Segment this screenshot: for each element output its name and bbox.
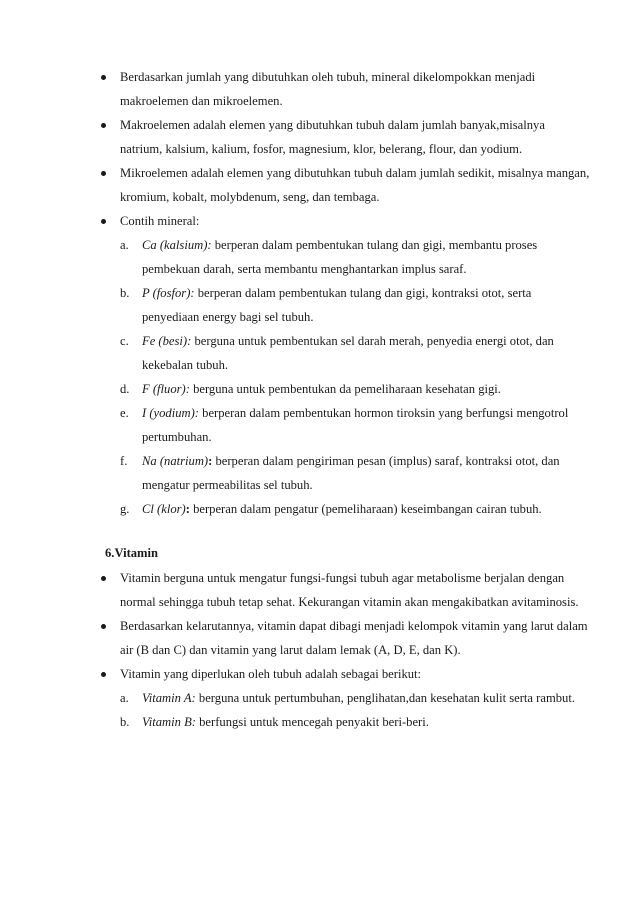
mineral-example-item: g. Cl (klor): berperan dalam pengatur (pemeliharaan) keseimbangan cairan tubuh. xyxy=(120,502,542,516)
bullet-icon xyxy=(101,624,106,629)
vitamin-list xyxy=(120,686,590,734)
section-heading-vitamin: 6.Vitamin xyxy=(105,546,159,560)
bullet-icon xyxy=(101,219,106,224)
bullet-icon xyxy=(101,576,106,581)
vitamin-item: a. Vitamin A: berguna untuk pertumbuhan, penglihatan,dan kesehatan kulit serta rambut. xyxy=(120,691,575,705)
bullet-icon xyxy=(101,75,106,80)
vitamin-term: Vitamin B: xyxy=(142,715,196,729)
vitamin-item: b. Vitamin B: berfungsi untuk mencegah penyakit beri-beri. xyxy=(120,715,429,729)
mineral-examples-list xyxy=(120,233,590,521)
mineral-bullet-list xyxy=(120,65,590,521)
vitamin-bullet: Vitamin berguna untuk mengatur fungsi-fungsi tubuh agar metabolisme berjalan dengan normal sehingga tubuh tetap sehat. Kekurangan vitamin akan mengakibatkan avitaminosis. xyxy=(120,566,590,614)
mineral-term: I (yodium): xyxy=(142,406,199,420)
mineral-example-item: a. Ca (kalsium): berperan dalam pembentukan tulang dan gigi, membantu proses pembekuan darah, serta membantu menghantarkan implus saraf. xyxy=(120,238,538,276)
mineral-example-item: d. F (fluor): berguna untuk pembentukan da pemeliharaan kesehatan gigi. xyxy=(120,382,501,396)
vitamin-bullet-list xyxy=(120,566,590,734)
vitamin-term: Vitamin A: xyxy=(142,691,196,705)
mineral-bullet: Makroelemen adalah elemen yang dibutuhkan tubuh dalam jumlah banyak,misalnya natrium, kalsium, kalium, fosfor, magnesium, klor, belerang, flour, dan yodium. xyxy=(120,113,590,161)
mineral-example-item: b. P (fosfor): berperan dalam pembentukan tulang dan gigi, kontraksi otot, serta penyediaan energy bagi sel tubuh. xyxy=(120,286,532,324)
bullet-icon xyxy=(101,171,106,176)
mineral-example-item: e. I (yodium): berperan dalam pembentukan hormon tiroksin yang berfungsi mengotrol pertumbuhan. xyxy=(120,406,569,444)
mineral-example-item: c. Fe (besi): berguna untuk pembentukan sel darah merah, penyedia energi otot, dan kekebalan tubuh. xyxy=(120,334,554,372)
mineral-term: Cl (klor) xyxy=(142,502,186,516)
mineral-example-item: f. Na (natrium): berperan dalam pengiriman pesan (implus) saraf, kontraksi otot, dan mengatur permeabilitas sel tubuh. xyxy=(120,454,560,492)
mineral-term: P (fosfor): xyxy=(142,286,195,300)
mineral-term: Ca (kalsium): xyxy=(142,238,212,252)
mineral-bullet: Berdasarkan jumlah yang dibutuhkan oleh tubuh, mineral dikelompokkan menjadi makroelemen dan mikroelemen. xyxy=(120,65,590,113)
mineral-term: Fe (besi): xyxy=(142,334,192,348)
vitamin-bullet: Berdasarkan kelarutannya, vitamin dapat dibagi menjadi kelompok vitamin yang larut dalam air (B dan C) dan vitamin yang larut dalam lemak (A, D, E, dan K). xyxy=(120,614,590,662)
mineral-bullet: Mikroelemen adalah elemen yang dibutuhkan tubuh dalam jumlah sedikit, misalnya mangan, kromium, kobalt, molybdenum, seng, dan tembaga. xyxy=(120,161,590,209)
mineral-bullet: Contih mineral: a. Ca (kalsium): berperan dalam pembentukan tulang dan gigi, membantu proses pembekuan darah, serta membantu menghantarkan implus saraf. b. P (fosfor): berperan dalam pembentukan tulang dan gigi, kontraksi otot, serta penyediaan energy bagi sel tubuh. c. Fe (besi): berguna untuk pembentukan sel darah merah, penyedia energi otot, dan kekebalan tubuh. d. F (fluor): berguna untuk pembentukan da pemeliharaan kesehatan gigi. e. I (yodium): berperan dalam pembentukan hormon tiroksin yang berfungsi mengotrol pertumbuhan. f. Na (natrium): berperan dalam pengiriman pesan (implus) saraf, kontraksi otot, dan mengatur permeabilitas sel tubuh. g. Cl (klor): berperan dalam pengatur (pemeliharaan) keseimbangan cairan tubuh. xyxy=(120,209,590,521)
mineral-term: Na (natrium) xyxy=(142,454,209,468)
bullet-icon xyxy=(101,123,106,128)
mineral-term: F (fluor): xyxy=(142,382,190,396)
vitamin-bullet: Vitamin yang diperlukan oleh tubuh adalah sebagai berikut: a. Vitamin A: berguna untuk pertumbuhan, penglihatan,dan kesehatan kulit serta rambut. b. Vitamin B: berfungsi untuk mencegah penyakit beri-beri. xyxy=(120,662,590,734)
bullet-icon xyxy=(101,672,106,677)
